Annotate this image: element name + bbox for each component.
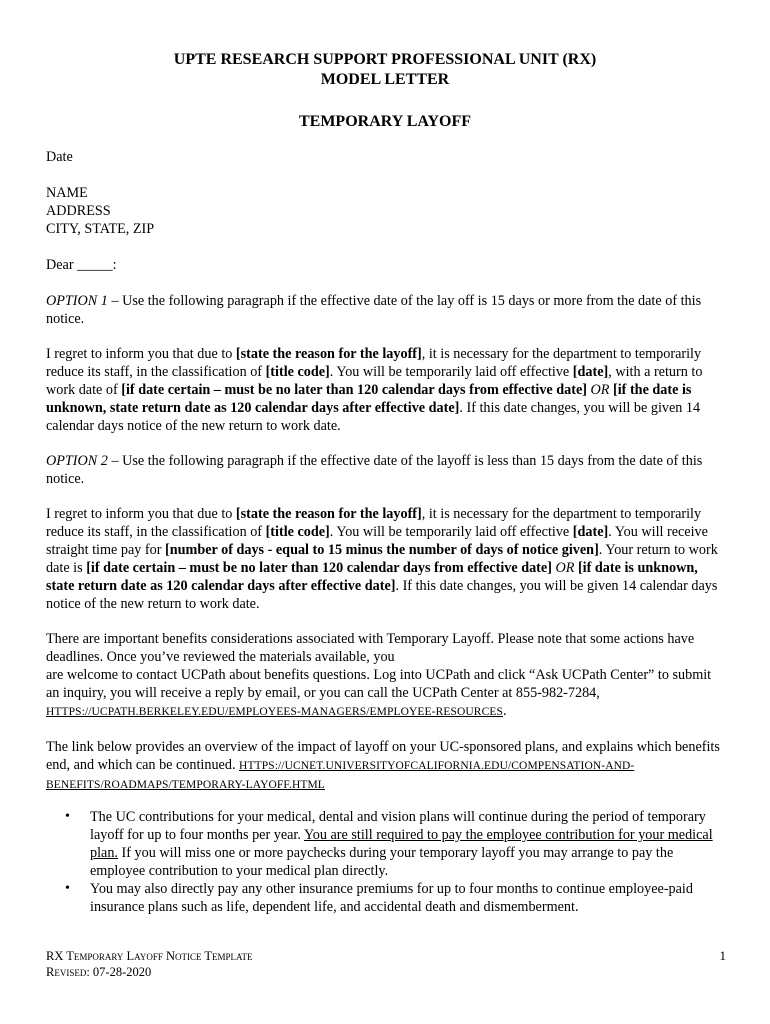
placeholder-return-date: [if date certain – must be no later than 120 calendar days from effective date]: [121, 382, 587, 398]
option1-heading: [46, 292, 726, 328]
benefits-contact: are welcome to contact UCPath about benefits questions. Log into UCPath and click “Ask UCPath Center” to submit an inquiry, you will receive a reply by email, or you can call the UCPath Center at 855-982-7284,: [46, 667, 712, 701]
header-unit-title: UPTE RESEARCH SUPPORT PROFESSIONAL UNIT (RX): [173, 51, 597, 68]
text-run: The UC contributions for your medical, dental and vision plans will continue during the period of temporary layoff for up to four months per year.: [90, 809, 706, 843]
footer-template-name: RX Temporary Layoff Notice Template: [46, 949, 253, 963]
placeholder-unknown-date: [if date is unknown, state return date as 120 calendar days after effective date]: [46, 560, 698, 594]
underlined-requirement: You are still required to pay the employee contribution for your medical plan.: [90, 827, 713, 861]
text-run: . You will be temporarily laid off effective: [329, 364, 573, 380]
text-run: .: [502, 703, 507, 719]
text-run: , it is necessary for the department to temporarily reduce its staff, in the classification of: [46, 346, 702, 380]
benefits-intro: There are important benefits considerations associated with Temporary Layoff. Please note that some actions have deadlines. Once you’ve reviewed the materials available, you: [46, 631, 695, 665]
placeholder-reason: [state the reason for the layoff]: [235, 346, 422, 362]
text-run: I regret to inform you that due to: [46, 506, 236, 522]
text-run: , with a return to work date of: [46, 364, 703, 398]
date-line: Date: [46, 149, 73, 165]
header-subject: TEMPORARY LAYOFF: [298, 113, 472, 130]
overview-text: The link below provides an overview of the impact of layoff on your UC-sponsored plans, and explains which benefits end, and which can be continued.: [46, 739, 720, 773]
placeholder-reason: [state the reason for the layoff]: [235, 506, 422, 522]
header-model-letter: MODEL LETTER: [320, 71, 450, 88]
bullet-icon: •: [65, 809, 70, 824]
or-text: OR: [555, 560, 575, 576]
bullet-icon: •: [65, 881, 70, 896]
placeholder-date: [date]: [572, 364, 609, 380]
city-line: CITY, STATE, ZIP: [46, 221, 155, 237]
overview-paragraph: [46, 738, 726, 794]
option2-paragraph: [46, 505, 726, 613]
ucpath-resources-link[interactable]: HTTPS://UCPATH.BERKELEY.EDU/EMPLOYEES-MANAGERS/EMPLOYEE-RESOURCES: [46, 706, 503, 718]
placeholder-title-code: [title code]: [265, 364, 330, 380]
placeholder-title-code: [title code]: [265, 524, 330, 540]
option2-heading: [46, 452, 726, 488]
text-run: You may also directly pay any other insurance premiums for up to four months to continue employee-paid insurance plans such as life, dependent life, and accidental death and dismemberment.: [90, 881, 693, 915]
or-text: OR: [590, 382, 610, 398]
placeholder-date: [date]: [572, 524, 609, 540]
option1-instructions: – Use the following paragraph if the effective date of the lay off is 15 days or more from the date of this notice.: [46, 293, 702, 327]
option1-label: OPTION 1: [46, 293, 108, 309]
address-block: [46, 148, 726, 274]
text-run: , it is necessary for the department to temporarily reduce its staff, in the classification of: [46, 506, 702, 540]
text-run: . Your return to work date is: [46, 542, 718, 576]
benefits-bullet-list: [46, 808, 726, 916]
list-item: [46, 880, 726, 916]
footer-revised-date: Revised: 07-28-2020: [46, 965, 152, 979]
text-run: . You will be temporarily laid off effective: [329, 524, 573, 540]
page-footer: [46, 948, 726, 980]
option2-instructions: – Use the following paragraph if the effective date of the layoff is less than 15 days from the date of this notice.: [46, 453, 703, 487]
text-run: . If this date changes, you will be given 14 calendar days notice of the new return to work date.: [46, 400, 701, 434]
salutation: Dear _____:: [46, 257, 117, 273]
option2-label: OPTION 2: [46, 453, 108, 469]
text-run: . If this date changes, you will be given 14 calendar days notice of the new return to work date.: [46, 578, 718, 612]
page-number: 1: [719, 948, 726, 963]
benefits-paragraph: [46, 630, 726, 721]
text-run: I regret to inform you that due to: [46, 346, 236, 362]
name-line: NAME: [46, 185, 88, 201]
address-line: ADDRESS: [46, 203, 111, 219]
placeholder-unknown-date: [if the date is unknown, state return date as 120 calendar days after effective date]: [46, 382, 692, 416]
option1-paragraph: [46, 345, 726, 435]
text-run: If you will miss one or more paychecks during your temporary layoff you may arrange to pay the employee contribution to your medical plan directly.: [90, 845, 674, 879]
placeholder-number-of-days: [number of days - equal to 15 minus the number of days of notice given]: [165, 542, 599, 558]
placeholder-return-date: [if date certain – must be no later than 120 calendar days from effective date]: [86, 560, 552, 576]
list-item: [46, 808, 726, 880]
text-run: . You will receive straight time pay for: [46, 524, 708, 558]
temporary-layoff-roadmap-link[interactable]: HTTPS://UCNET.UNIVERSITYOFCALIFORNIA.EDU/COMPENSATION-AND-BENEFITS/ROADMAPS/TEMPORARY-LAYOFF.HTML: [46, 760, 635, 791]
